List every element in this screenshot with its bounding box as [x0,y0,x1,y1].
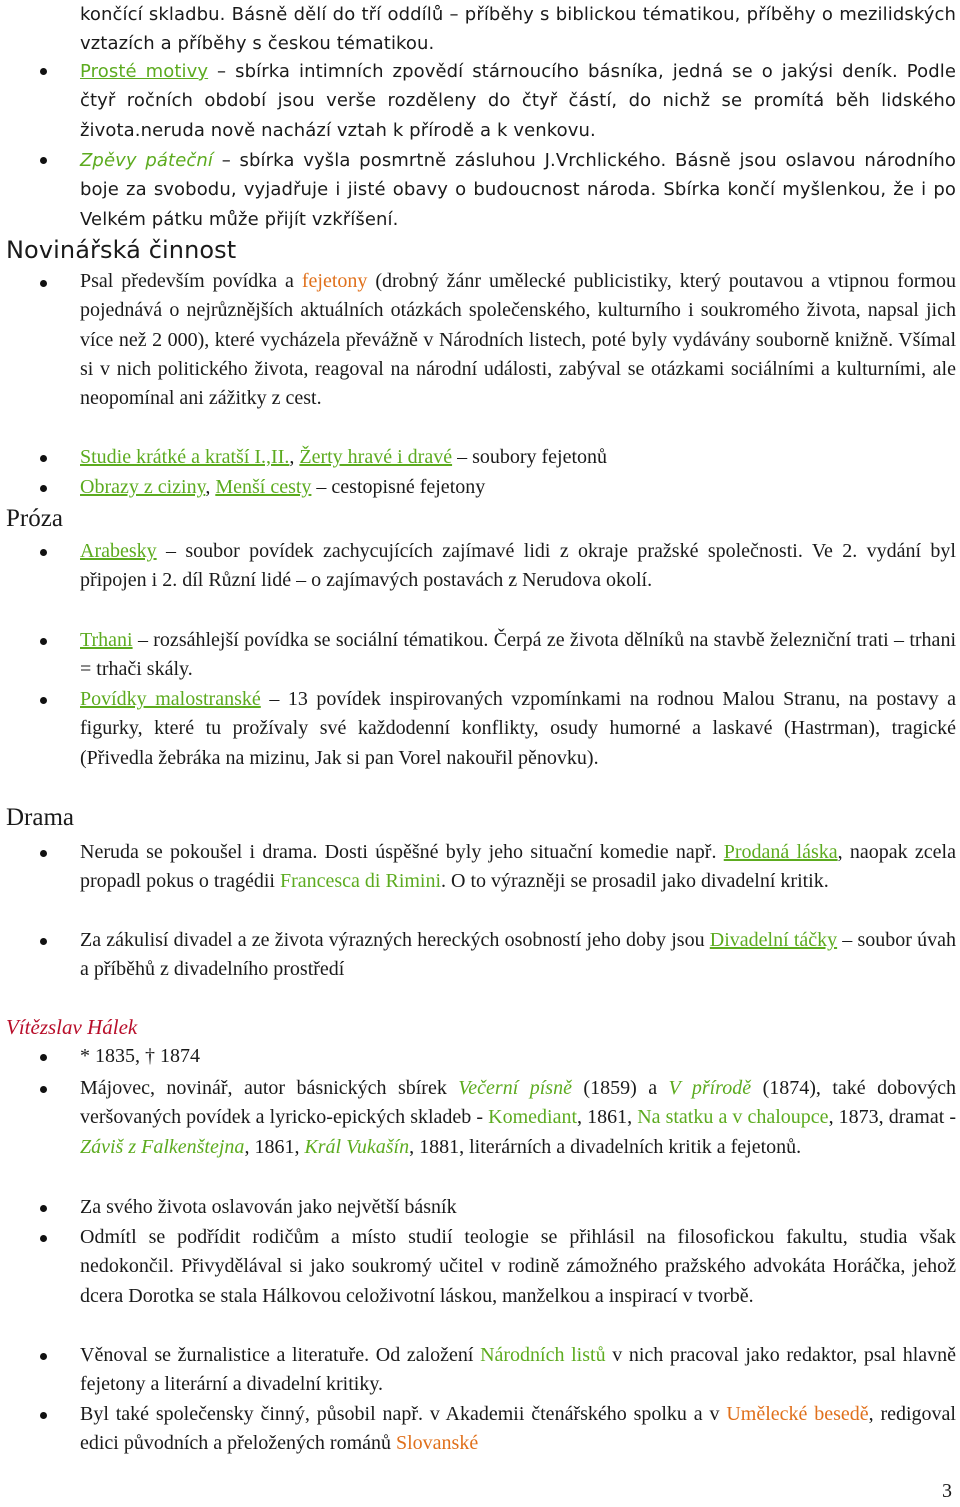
bullet-icon [40,1412,47,1419]
link-arabesky[interactable]: Arabesky [80,540,157,562]
link-mensi-cesty[interactable]: Menší cesty [215,476,312,498]
item-text: , redigoval edici původních a přeložených románů [80,1403,956,1455]
bullet-icon [40,1086,47,1093]
bullet-icon [40,485,47,492]
list-item-spolecensky [80,1400,956,1459]
item-text: , 1861, [577,1106,638,1129]
item-text: , 1873, dramat - [828,1106,957,1129]
link-povidky-malostranske[interactable]: Povídky malostranské [80,688,261,710]
work-vecerni-pisne: Večerní písně [458,1077,572,1099]
link-obrazy-z-ciziny[interactable]: Obrazy z ciziny [80,476,206,498]
bullet-icon [40,68,47,75]
link-proste-motivy[interactable]: Prosté motivy [80,61,209,82]
item-text: – rozsáhlejší povídka se sociální tématikou. Čerpá ze života dělníků na stavbě železniční trati – trhani = trhači skály. [80,629,956,681]
list-item-zpevy-patecni [80,146,956,234]
bullet-icon [40,1353,47,1360]
list-item-trhani [80,626,956,685]
bullet-icon [40,638,47,645]
bullet-icon [40,1235,47,1242]
item-text: Věnoval se žurnalistice a literatuře. Od založení [80,1344,481,1366]
bullet-icon [40,1205,47,1212]
item-text: – soubor povídek zachycujících zajímavé lidi z okraje pražské společnosti. Ve 2. vydání byl připojen i 2. díl Různí lidé – o zajímavých postavách z Nerudova okolí. [80,540,956,592]
bullet-icon [40,697,47,704]
item-text: Odmítl se podřídit rodičům a místo studií teologie se přihlásil na filosofickou fakultu, studia však nedokončil. Přivydělával si jako soukromý učitel v rodině zámožného pražského advokáta Horáčka, jehož dcera Dorotka se stala Hálkovou celoživotní láskou, manželkou a inspirací v tvorbě. [80,1226,956,1307]
link-divadelni-tacky[interactable]: Divadelní táčky [709,929,838,951]
work-v-prirode: V přírodě [668,1077,752,1099]
item-text: – sbírka vyšla posmrtně zásluhou J.Vrchlického. Básně jsou oslavou národního boje za svobodu, vyjadřuje i jisté obavy o budoucnost národa. Sbírka končí myšlenkou, že i po Velkém pátku může přijít vzkříšení. [80,150,956,230]
item-text: , naopak zcela propadl pokus o tragédii [80,841,956,893]
title-zpevy-patecni: Zpěvy páteční [80,150,213,171]
link-trhani[interactable]: Trhani [80,629,133,651]
list-item-oslavovan [80,1193,956,1222]
list-item-zurnalistika [80,1341,956,1400]
author-heading-halek: Vítězslav Hálek [6,1015,138,1039]
item-text: , 1861, [244,1135,305,1158]
item-text: – sbírka intimních zpovědí stárnoucího básníka, jedná se o jakýsi deník. Podle čtyř ročních období jsou verše rozděleny do čtyř částí, do nichž se promítá běh lidského života.neruda nově nachází vztah k přírodě a k venkovu. [80,61,956,141]
bullet-icon [40,455,47,462]
item-text: Májovec, novinář, autor básnických sbírek [80,1077,459,1099]
item-text: , 1881, literárních a divadelních kritik a fejetonů. [409,1135,802,1158]
link-umelecka-beseda[interactable]: Umělecké besedě [726,1403,869,1425]
item-text: (1859) a [571,1077,669,1099]
page-number: 3 [942,1480,952,1502]
bullet-icon [40,938,47,945]
item-text: Psal především povídka a [80,270,302,292]
link-narodni-listy[interactable]: Národních listů [480,1344,606,1366]
list-item-divadelni-tacky [80,926,956,985]
item-text: Za svého života oslavován jako největší básník [80,1196,457,1218]
item-text: (drobný žánr umělecké publicistiky, který poutavou a vtipnou formou pojednává o nejrůznějších aktuálních otázkách společenského, kulturního i soukromého života, napsal jich více než 2 000), které vycházela převážně v Národních listech, poté byly vydávány souborně knižně. Všímal si v nich politického života, reagoval na národní události, zabýval se otázkami sociálními a kulturními, ale neopomínal ani zážitky z cest. [80,270,956,410]
continuation-text: končící skladbu. Básně dělí do tří oddílů – příběhy s biblickou tématikou, příběhy o mezilidských vztazích a příběhy s českou tématikou. [80,4,956,55]
paragraph-continuation [80,0,956,59]
link-studie[interactable]: Studie krátké a kratší I.,II. [80,446,290,468]
work-na-statku: Na statku a v chaloupce [637,1106,829,1129]
link-zerty[interactable]: Žerty hravé i dravé [299,446,453,468]
item-text: * 1835, † 1874 [80,1045,200,1067]
item-text: Neruda se pokoušel i drama. Dosti úspěšné byly jeho situační komedie např. [80,841,724,863]
list-item-dates [80,1042,956,1071]
item-text: – cestopisné fejetony [311,476,486,498]
list-item-drama [80,838,956,897]
item-text: Za zákulisí divadel a ze života výrazných hereckých osobností jeho doby jsou [80,929,710,951]
bullet-icon [40,850,47,857]
list-item-povidky [80,685,956,773]
list-item-studia [80,1223,956,1311]
section-heading-proza: Próza [6,505,63,532]
link-prodana-laska[interactable]: Prodaná láska [723,841,838,863]
item-text: – soubor úvah a příběhů z divadelního prostředí [80,929,956,981]
section-heading-novinarska: Novinářská činnost [6,236,237,264]
item-text: Byl také společensky činný, působil např. v Akademii čtenářského spolku a v [80,1403,727,1425]
bullet-icon [40,157,47,164]
list-item-majovec [80,1074,956,1162]
list-item-proste-motivy [80,57,956,145]
link-francesca[interactable]: Francesca di Rimini [279,870,442,893]
item-text: v nich pracoval jako redaktor, psal hlavně fejetony a literární a divadelní kritiky. [80,1344,957,1396]
bullet-icon [40,280,47,287]
list-item-obrazy [80,473,956,502]
section-heading-drama: Drama [6,804,75,831]
list-item-fejetony [80,267,956,413]
item-text: – soubory fejetonů [452,446,608,468]
item-text: , [289,446,300,468]
item-text: . O to výrazněji se prosadil jako divadelní kritik. [441,870,829,893]
link-fejetony[interactable]: fejetony [301,270,368,292]
item-text: (1874), také dobových veršovaných povídek a lyricko-epických skladeb - [80,1077,956,1129]
bullet-icon [40,1054,47,1061]
work-zavis: Záviš z Falkenštejna [80,1135,245,1158]
work-komediant: Komediant [488,1106,578,1129]
work-kral-vukasin: Král Vukašín [304,1135,410,1158]
list-item-studie [80,443,956,472]
link-slovanske[interactable]: Slovanské [396,1432,479,1455]
bullet-icon [40,549,47,556]
item-text: – 13 povídek inspirovaných vzpomínkami na rodnou Malou Stranu, na postavy a figurky, které tu prožívaly své každodenní konflikty, osudy humorné a laskavé (Hastrman), tragické (Přivedla žebráka na mizinu, Jak si pan Vorel nakouřil pěnovku). [80,688,956,769]
item-text: , [205,476,216,498]
list-item-arabesky [80,537,956,596]
